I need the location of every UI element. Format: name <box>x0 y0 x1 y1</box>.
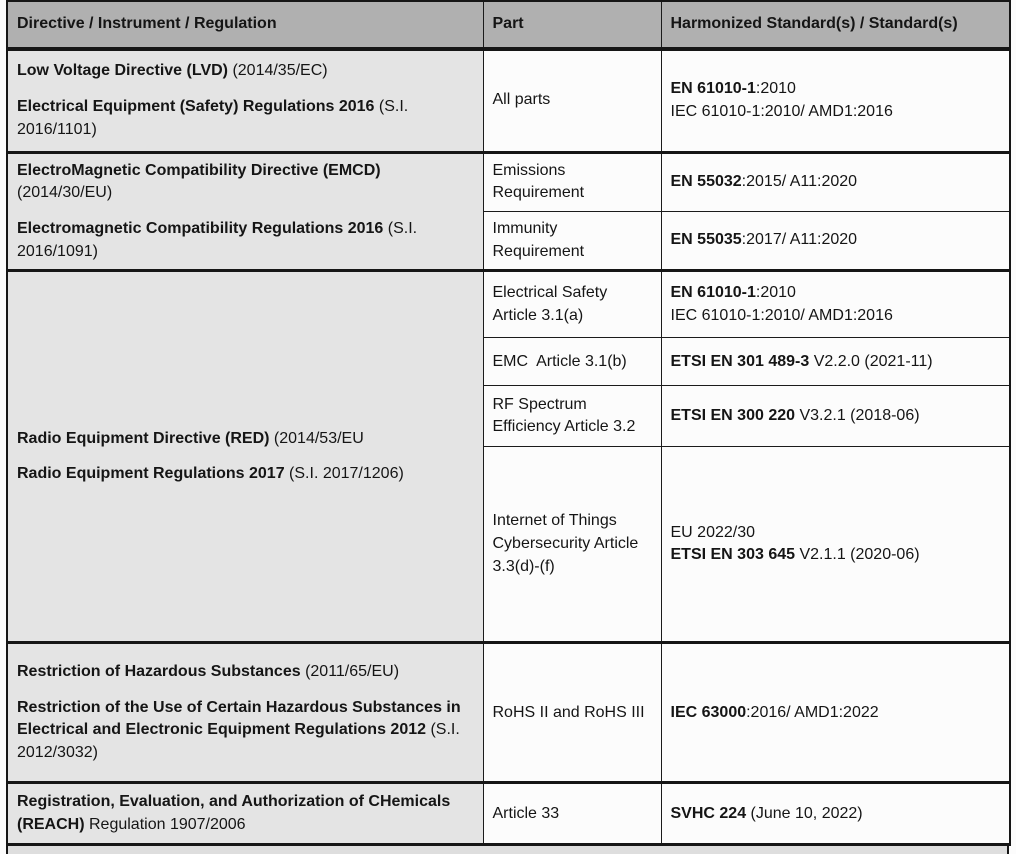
part-cell <box>483 152 661 211</box>
directive-paragraph <box>17 428 474 451</box>
part-cell <box>483 643 661 783</box>
standard-cell <box>661 447 1010 643</box>
part-cell <box>483 338 661 386</box>
table-row <box>7 49 1010 152</box>
standard-text: IEC 61010-1:2010/ AMD1:2016 <box>670 102 893 120</box>
part-text: RoHS II and RoHS III <box>492 703 645 721</box>
standard-cell <box>661 152 1010 211</box>
part-text: Efficiency Article 3.2 <box>492 418 636 436</box>
part-text: Article 3.1(a) <box>492 306 584 324</box>
directive-text: Regulation 1907/2006 <box>89 815 246 833</box>
compliance-table <box>6 0 1011 846</box>
header-cell-standards: Harmonized Standard(s) / Standard(s) <box>661 1 1010 49</box>
directive-text: (2011/65/EU) <box>305 662 400 680</box>
directive-text: Low Voltage Directive (LVD) <box>17 62 233 80</box>
directive-cell <box>7 49 483 152</box>
part-text: Requirement <box>492 184 585 202</box>
part-text: Electrical Safety <box>492 284 608 302</box>
standard-text: EN 55035 <box>670 231 742 249</box>
standard-line <box>671 229 1001 252</box>
part-cell <box>483 211 661 270</box>
standard-text: V2.1.1 (2020-06) <box>795 546 920 564</box>
directive-cell <box>7 783 483 845</box>
part-cell <box>483 447 661 643</box>
part-text: Emissions <box>492 161 566 179</box>
directive-paragraph <box>17 160 474 205</box>
standard-line <box>671 282 1001 305</box>
table-row <box>7 783 1010 845</box>
part-text: Requirement <box>492 242 585 260</box>
standard-line <box>671 101 1001 124</box>
part-cell <box>483 386 661 447</box>
directive-paragraph <box>17 60 474 83</box>
directive-paragraph <box>17 96 474 141</box>
standard-text: :2010 <box>755 80 796 98</box>
part-text: Article 33 <box>492 804 560 822</box>
standard-line <box>671 351 1001 374</box>
directive-text: (S.I. 2016/1091) <box>17 219 418 260</box>
directive-text: Registration, Evaluation, and Authorization of CHemicals (REACH) <box>17 793 451 833</box>
directive-paragraph <box>17 218 474 263</box>
standard-text: IEC 63000 <box>670 703 747 721</box>
directive-text: Electrical Equipment (Safety) Regulations 2016 <box>17 97 379 115</box>
standard-line <box>671 803 1001 826</box>
directive-paragraph <box>17 661 474 684</box>
standard-text: :2016/ AMD1:2022 <box>746 703 879 721</box>
part-text: RF Spectrum <box>492 395 587 413</box>
directive-text: Restriction of the Use of Certain Hazardous Substances in Electrical and Electronic Equipment Regulations 2012 <box>17 698 461 739</box>
directive-text: Radio Equipment Directive (RED) <box>17 429 274 447</box>
part-cell <box>483 49 661 152</box>
standard-cell <box>661 338 1010 386</box>
directive-paragraph <box>17 791 474 836</box>
directive-text: (2014/30/EU) <box>17 184 113 202</box>
standard-cell <box>661 271 1010 338</box>
directive-text: (S.I. 2016/1101) <box>17 97 409 138</box>
standard-text: V2.2.0 (2021-11) <box>809 352 933 370</box>
standard-cell <box>661 386 1010 447</box>
standard-text: (June 10, 2022) <box>746 804 863 822</box>
standard-line <box>671 405 1001 428</box>
directive-paragraph <box>17 697 474 765</box>
part-text: Internet of Things <box>492 512 617 530</box>
standard-cell <box>661 643 1010 783</box>
standard-line <box>671 78 1001 101</box>
directive-cell <box>7 643 483 783</box>
table-row <box>7 271 1010 338</box>
part-cell <box>483 783 661 845</box>
directive-text: ElectroMagnetic Compatibility Directive (EMCD) <box>17 161 381 179</box>
directive-text: Electromagnetic Compatibility Regulations 2016 <box>17 219 388 237</box>
standard-line <box>671 702 1001 725</box>
directive-paragraph <box>17 463 474 486</box>
standard-text: ETSI EN 301 489-3 <box>670 352 810 370</box>
standard-text: ETSI EN 303 645 <box>670 546 796 564</box>
directive-text: (S.I. 2017/1206) <box>289 465 404 483</box>
part-text: All parts <box>492 91 551 109</box>
standard-text: EN 61010-1 <box>670 80 756 98</box>
standard-line <box>671 522 1001 545</box>
standard-text: V3.2.1 (2018-06) <box>795 407 920 425</box>
standard-text: IEC 61010-1:2010/ AMD1:2016 <box>670 306 893 324</box>
standard-cell <box>661 211 1010 270</box>
directive-text: Restriction of Hazardous Substances <box>17 662 306 680</box>
part-cell <box>483 271 661 338</box>
directive-text: Radio Equipment Regulations 2017 <box>17 465 290 483</box>
standard-text: ETSI EN 300 220 <box>670 407 796 425</box>
table-row <box>7 152 1010 211</box>
standard-text: EU 2022/30 <box>670 523 756 541</box>
part-text: EMC Article 3.1(b) <box>492 352 627 370</box>
standard-text: EN 61010-1 <box>670 284 756 302</box>
part-text: Cybersecurity Article <box>492 535 639 553</box>
cropped-next-row <box>6 846 1009 854</box>
standard-line <box>671 305 1001 328</box>
directive-cell <box>7 152 483 271</box>
standard-text: :2015/ A11:2020 <box>741 172 858 190</box>
standard-text: EN 55032 <box>670 172 742 190</box>
directive-cell <box>7 271 483 643</box>
standard-text: SVHC 224 <box>670 804 747 822</box>
header-row <box>7 1 1010 49</box>
standard-cell <box>661 783 1010 845</box>
standard-text: :2010 <box>755 284 796 302</box>
directive-text: (S.I. 2012/3032) <box>17 721 460 762</box>
header-cell-part: Part <box>483 1 661 49</box>
header-cell-directive: Directive / Instrument / Regulation <box>7 1 483 49</box>
table-row <box>7 643 1010 783</box>
directive-text: (2014/35/EC) <box>232 62 328 80</box>
standard-text: :2017/ A11:2020 <box>741 231 858 249</box>
directive-text: (2014/53/EU <box>273 429 364 447</box>
part-text: Immunity <box>492 219 558 237</box>
table-body <box>7 49 1010 845</box>
standard-cell <box>661 49 1010 152</box>
standard-line <box>671 171 1001 194</box>
part-text: 3.3(d)-(f) <box>492 557 555 575</box>
standard-line <box>671 544 1001 567</box>
